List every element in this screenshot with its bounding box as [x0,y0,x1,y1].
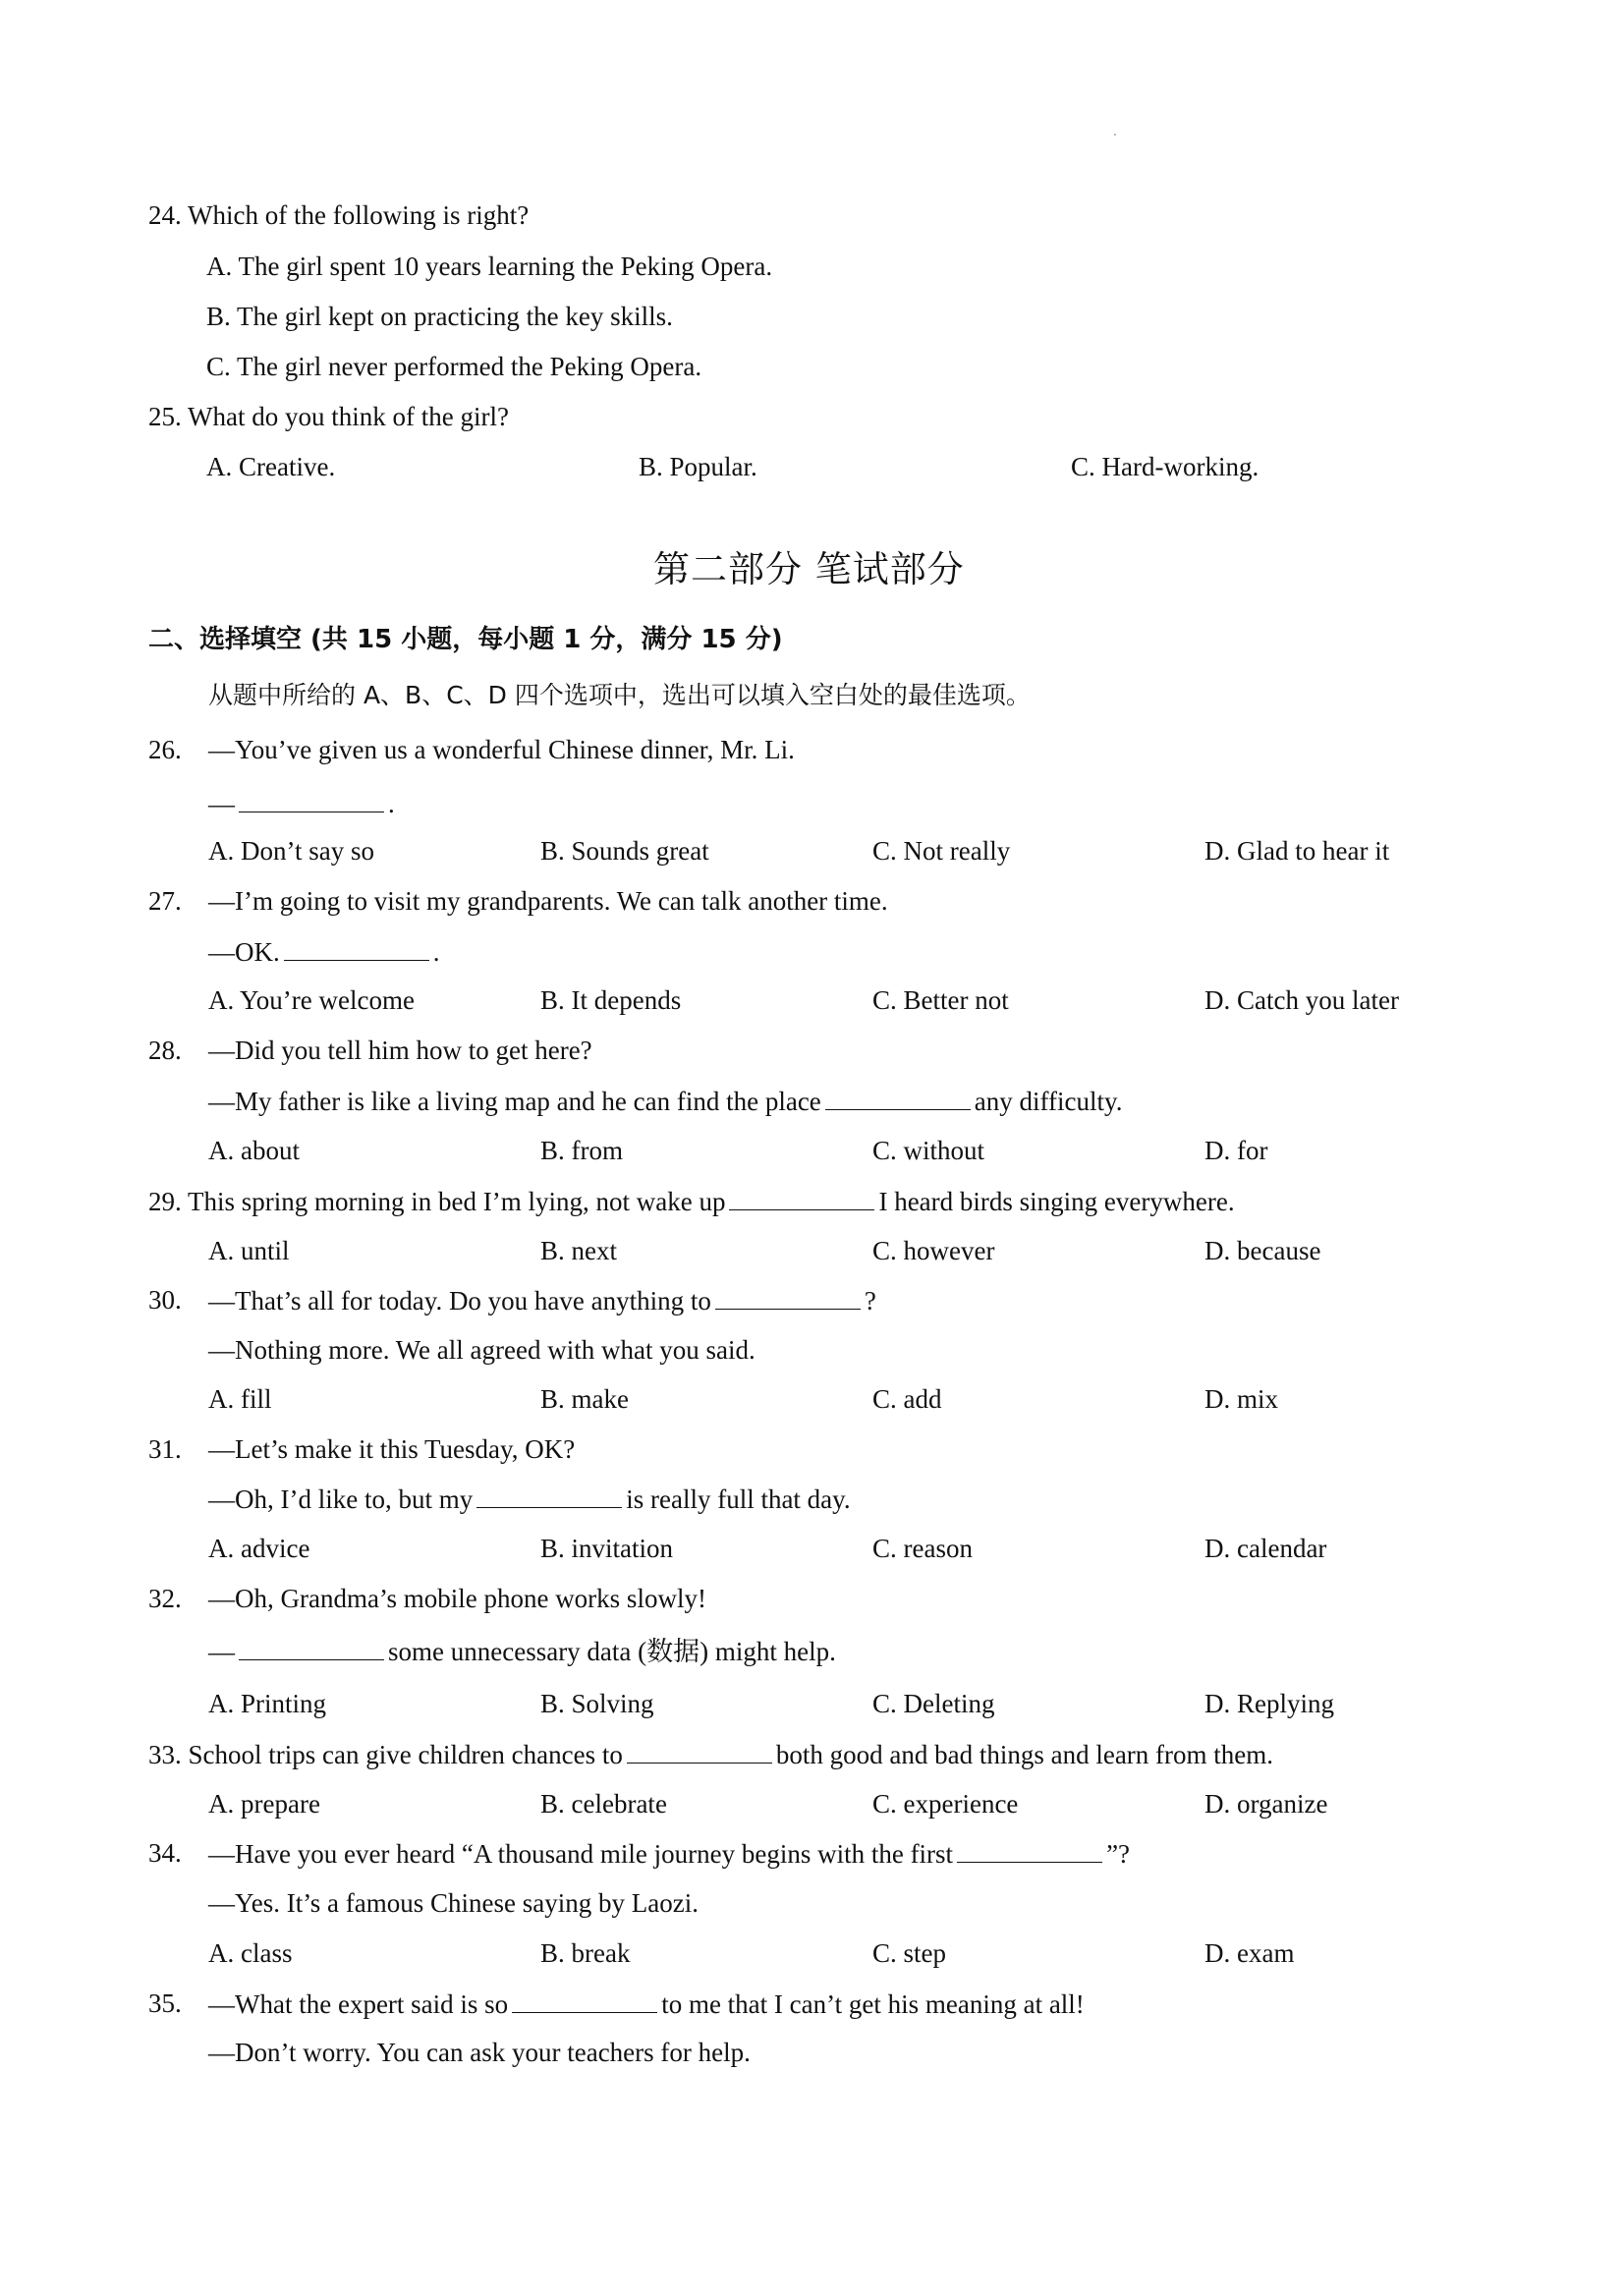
q27-option-a: A. You’re welcome [208,985,415,1015]
section-instruction: 从题中所给的 A、B、C、D 四个选项中，选出可以填入空白处的最佳选项。 [208,681,1031,709]
q29-option-d: D. because [1204,1236,1321,1265]
q30-line1: —That’s all for today. Do you have anything to ? [208,1283,876,1317]
q30-line2: —Nothing more. We all agreed with what you said. [208,1335,756,1365]
q25-stem: 25. What do you think of the girl? [148,402,509,431]
q26-line1: —You’ve given us a wonderful Chinese dinner, Mr. Li. [208,735,795,764]
q29-blank [729,1184,874,1210]
q29-stem: 29. This spring morning in bed I’m lying, not wake up I heard birds singing everywhere. [148,1184,1235,1218]
q25-option-a: A. Creative. [206,452,336,481]
q26-option-a: A. Don’t say so [208,836,375,866]
q34-option-c: C. step [872,1938,947,1968]
q35-number: 35. [148,1988,182,2018]
q25-option-c: C. Hard-working. [1071,452,1259,481]
q24-option-c: C. The girl never performed the Peking Opera. [206,352,702,381]
q28-line1: —Did you tell him how to get here? [208,1036,592,1065]
q27-number: 27. [148,886,182,916]
q34-option-a: A. class [208,1938,293,1968]
q34-option-d: D. exam [1204,1938,1295,1968]
q33-option-a: A. prepare [208,1789,320,1819]
q32-option-c: C. Deleting [872,1689,995,1718]
q28-option-a: A. about [208,1136,300,1165]
q26-option-c: C. Not really [872,836,1011,866]
q31-line1: —Let’s make it this Tuesday, OK? [208,1434,576,1464]
q24-option-a: A. The girl spent 10 years learning the Peking Opera. [206,252,773,281]
q30-blank [715,1283,861,1310]
q33-option-c: C. experience [872,1789,1019,1819]
q26-option-b: B. Sounds great [540,836,709,866]
q26-number: 26. [148,735,182,764]
q28-number: 28. [148,1036,182,1065]
q31-option-b: B. invitation [540,1534,673,1563]
q34-blank [957,1836,1102,1863]
q31-option-a: A. advice [208,1534,310,1563]
q34-line2: —Yes. It’s a famous Chinese saying by Laozi. [208,1888,699,1918]
q27-option-b: B. It depends [540,985,682,1015]
q27-line2: —OK. . [208,934,440,969]
q27-line1: —I’m going to visit my grandparents. We can talk another time. [208,886,888,916]
q26-blank [239,786,384,812]
q33-blank [627,1737,772,1764]
q31-option-d: D. calendar [1204,1534,1327,1563]
q28-option-d: D. for [1204,1136,1268,1165]
q29-option-a: A. until [208,1236,290,1265]
q26-option-d: D. Glad to hear it [1204,836,1390,866]
q31-blank [476,1482,622,1508]
q33-option-d: D. organize [1204,1789,1328,1819]
q28-option-c: C. without [872,1136,985,1165]
q32-line1: —Oh, Grandma’s mobile phone works slowly! [208,1584,706,1613]
q32-line2: — some unnecessary data (数据) might help. [208,1634,836,1668]
q32-option-a: A. Printing [208,1689,327,1718]
q34-line1: —Have you ever heard “A thousand mile journey begins with the first ”? [208,1836,1130,1871]
q31-option-c: C. reason [872,1534,973,1563]
q30-option-a: A. fill [208,1384,272,1414]
q34-number: 34. [148,1838,182,1868]
section-title: 二、选择填空 (共 15 小题，每小题 1 分，满分 15 分) [148,625,783,654]
q32-option-d: D. Replying [1204,1689,1334,1718]
scan-speck [1114,134,1116,136]
q35-line1: —What the expert said is so to me that I can’t get his meaning at all! [208,1987,1085,2021]
part-title: 第二部分 笔试部分 [653,548,965,590]
q27-blank [284,934,429,961]
q30-number: 30. [148,1285,182,1315]
q24-option-b: B. The girl kept on practicing the key skills. [206,302,673,331]
q28-blank [825,1084,971,1110]
q25-option-b: B. Popular. [639,452,757,481]
q30-option-d: D. mix [1204,1384,1279,1414]
q30-option-c: C. add [872,1384,942,1414]
q27-option-d: D. Catch you later [1204,985,1399,1015]
q29-option-c: C. however [872,1236,995,1265]
q28-line2: —My father is like a living map and he can find the place any difficulty. [208,1084,1123,1118]
q30-option-b: B. make [540,1384,629,1414]
q34-option-b: B. break [540,1938,631,1968]
q31-number: 31. [148,1434,182,1464]
q31-line2: —Oh, I’d like to, but my is really full that day. [208,1482,851,1516]
q33-option-b: B. celebrate [540,1789,667,1819]
q32-option-b: B. Solving [540,1689,654,1718]
q32-blank [239,1634,384,1660]
q35-blank [512,1987,657,2013]
q33-stem: 33. School trips can give children chances to both good and bad things and learn from them. [148,1737,1273,1771]
q32-number: 32. [148,1584,182,1613]
q24-stem: 24. Which of the following is right? [148,200,530,230]
q26-line2: — . [208,786,395,820]
q29-option-b: B. next [540,1236,617,1265]
q27-option-c: C. Better not [872,985,1009,1015]
q35-line2: —Don’t worry. You can ask your teachers for help. [208,2038,751,2067]
q28-option-b: B. from [540,1136,623,1165]
